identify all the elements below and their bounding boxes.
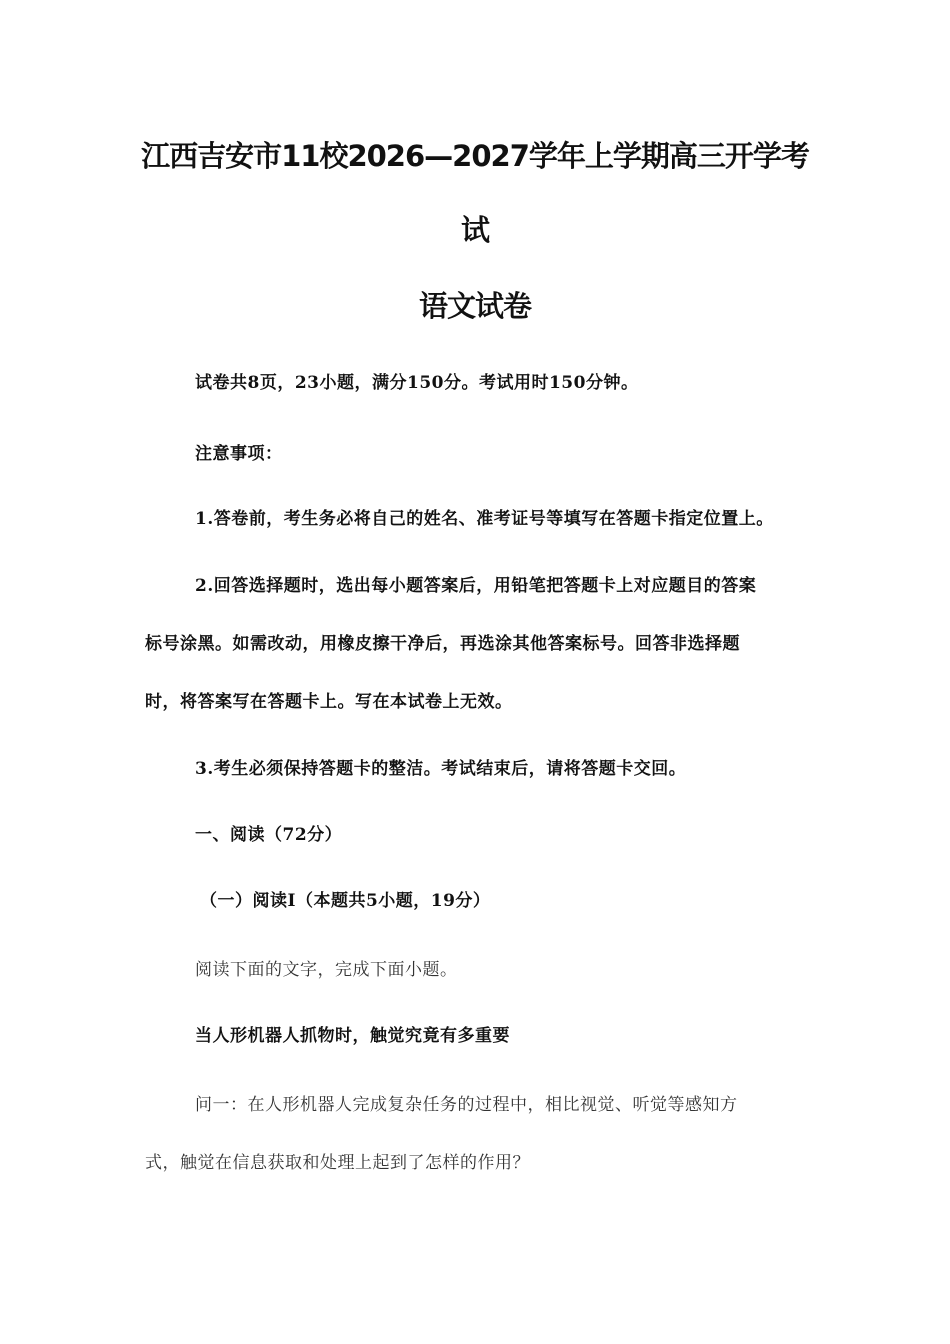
notes-heading: 注意事项： (195, 444, 283, 464)
article-title: 当人形机器人抓物时，触觉究竟有多重要 (195, 1026, 510, 1046)
exam-subject-title: 语文试卷 (418, 289, 531, 323)
exam-info: 试卷共8页，23小题，满分150分。考试用时150分钟。 (195, 373, 639, 393)
section-heading: 一、阅读（72分） (195, 825, 343, 845)
question-line-1: 问一：在人形机器人完成复杂任务的过程中，相比视觉、听觉等感知方 (195, 1095, 738, 1115)
exam-title-line-1: 江西吉安市11校2026—2027学年上学期高三开学考 (141, 139, 809, 173)
reading-instruction: 阅读下面的文字，完成下面小题。 (195, 960, 458, 980)
part-heading: （一）阅读Ⅰ（本题共5小题，19分） (200, 891, 491, 911)
note-item-2-line-2: 标号涂黑。如需改动，用橡皮擦干净后，再选涂其他答案标号。回答非选择题 (145, 634, 740, 654)
note-item-2-line-3: 时，将答案写在答题卡上。写在本试卷上无效。 (145, 692, 513, 712)
note-item-2-line-1: 2.回答选择题时，选出每小题答案后，用铅笔把答题卡上对应题目的答案 (195, 576, 757, 596)
note-item-3: 3.考生必须保持答题卡的整洁。考试结束后，请将答题卡交回。 (195, 759, 687, 779)
exam-title-line-2: 试 (460, 213, 489, 247)
note-item-1: 1.答卷前，考生务必将自己的姓名、准考证号等填写在答题卡指定位置上。 (195, 509, 774, 529)
question-line-2: 式，触觉在信息获取和处理上起到了怎样的作用？ (145, 1153, 530, 1173)
